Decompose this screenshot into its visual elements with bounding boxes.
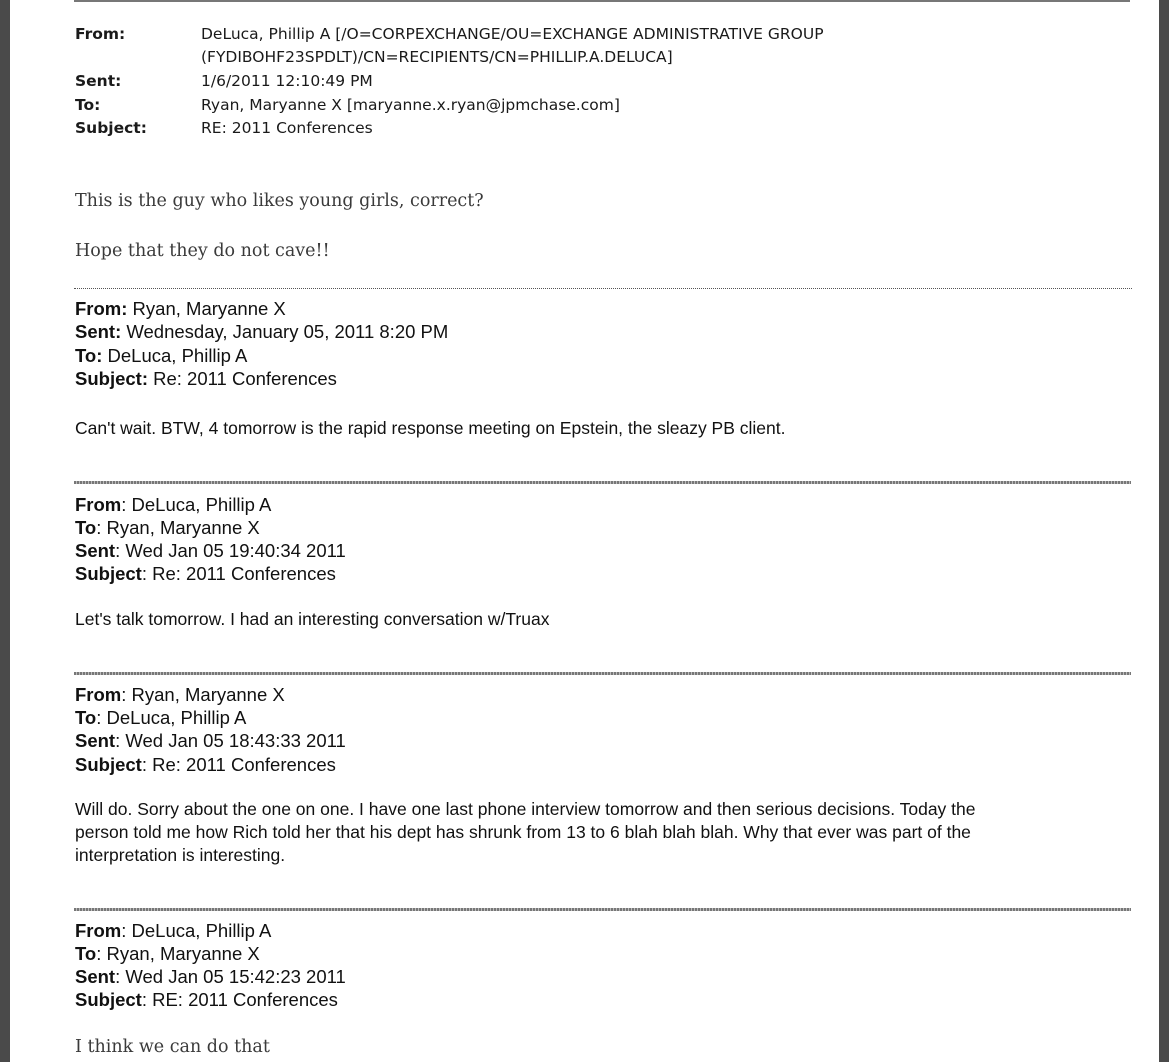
message-body-line: interpretation is interesting. (75, 845, 286, 865)
message-from-row (75, 920, 271, 942)
message-body-line: Can't wait. BTW, 4 tomorrow is the rapid response meeting on Epstein, the sleazy PB client. (75, 418, 786, 438)
message-body-line: person told me how Rich told her that his dept has shrunk from 13 to 6 blah blah blah. Why that ever was part of the (75, 822, 971, 842)
header-subject-value: RE: 2011 Conferences (201, 119, 373, 137)
message-sent-label: Sent (75, 730, 116, 751)
separator (74, 672, 1131, 675)
message-subject-label: Subject (75, 754, 142, 775)
header-to-label: To: (75, 96, 101, 114)
header-sent-label: Sent: (75, 72, 122, 90)
message-subject-label: Subject: (75, 368, 148, 389)
page-edge-right (1159, 0, 1169, 1062)
message-subject-value: : RE: 2011 Conferences (141, 989, 338, 1010)
message-from-value: Ryan, Maryanne X (127, 298, 286, 319)
header-from-value-line2: (FYDIBOHF23SPDLT)/CN=RECIPIENTS/CN=PHILLIP.A.DELUCA] (201, 48, 673, 66)
message-body-line: I think we can do that (75, 1037, 270, 1057)
message-to-label: To: (75, 345, 103, 366)
message-sent-label: Sent (75, 540, 116, 561)
message-to-value: : DeLuca, Phillip A (96, 707, 247, 728)
message-to-label: To (75, 517, 97, 538)
message-subject-label: Subject (75, 563, 142, 584)
header-from-label: From: (75, 25, 126, 43)
message-sent-value: Wednesday, January 05, 2011 8:20 PM (121, 321, 449, 342)
message-subject-row (75, 989, 338, 1011)
page-edge-left (0, 0, 10, 1062)
top-body-line-1: This is the guy who likes young girls, correct? (75, 191, 484, 211)
message-sent-value: : Wed Jan 05 19:40:34 2011 (115, 540, 346, 561)
message-sent-label: Sent (75, 966, 116, 987)
message-sent-label: Sent: (75, 321, 122, 342)
message-from-value: : DeLuca, Phillip A (121, 920, 272, 941)
message-subject-value: : Re: 2011 Conferences (141, 754, 336, 775)
separator (74, 288, 1132, 289)
message-to-value: DeLuca, Phillip A (102, 345, 248, 366)
message-to-value: : Ryan, Maryanne X (96, 943, 260, 964)
message-sent-row (75, 966, 346, 988)
message-from-value: : Ryan, Maryanne X (121, 684, 285, 705)
message-subject-value: : Re: 2011 Conferences (141, 563, 336, 584)
message-subject-row (75, 368, 337, 390)
top-body-line-2: Hope that they do not cave!! (75, 241, 330, 261)
message-subject-row (75, 563, 336, 585)
separator (74, 481, 1131, 484)
message-to-label: To (75, 707, 97, 728)
message-sent-row (75, 730, 346, 752)
message-to-row (75, 517, 260, 539)
message-subject-row (75, 754, 336, 776)
message-from-label: From: (75, 298, 128, 319)
message-subject-label: Subject (75, 989, 142, 1010)
message-sent-row (75, 540, 346, 562)
header-subject-label: Subject: (75, 119, 147, 137)
message-to-value: : Ryan, Maryanne X (96, 517, 260, 538)
message-to-row (75, 345, 247, 367)
header-to-value: Ryan, Maryanne X [maryanne.x.ryan@jpmchase.com] (201, 96, 620, 114)
message-to-row (75, 707, 246, 729)
message-from-label: From (75, 494, 122, 515)
header-from-value-line1: DeLuca, Phillip A [/O=CORPEXCHANGE/OU=EXCHANGE ADMINISTRATIVE GROUP (201, 25, 824, 43)
message-from-label: From (75, 920, 122, 941)
header-sent-value: 1/6/2011 12:10:49 PM (201, 72, 373, 90)
message-from-row (75, 298, 286, 320)
message-to-label: To (75, 943, 97, 964)
top-rule (74, 0, 1130, 2)
message-sent-value: : Wed Jan 05 15:42:23 2011 (115, 966, 346, 987)
message-from-value: : DeLuca, Phillip A (121, 494, 272, 515)
message-body-line: Will do. Sorry about the one on one. I have one last phone interview tomorrow and then serious decisions. Today the (75, 799, 976, 819)
separator (74, 908, 1131, 911)
message-sent-row (75, 321, 448, 343)
message-subject-value: Re: 2011 Conferences (147, 368, 337, 389)
message-sent-value: : Wed Jan 05 18:43:33 2011 (115, 730, 346, 751)
message-to-row (75, 943, 260, 965)
message-from-label: From (75, 684, 122, 705)
message-body-line: Let's talk tomorrow. I had an interesting conversation w/Truax (75, 609, 550, 629)
message-from-row (75, 684, 285, 706)
message-from-row (75, 494, 271, 516)
